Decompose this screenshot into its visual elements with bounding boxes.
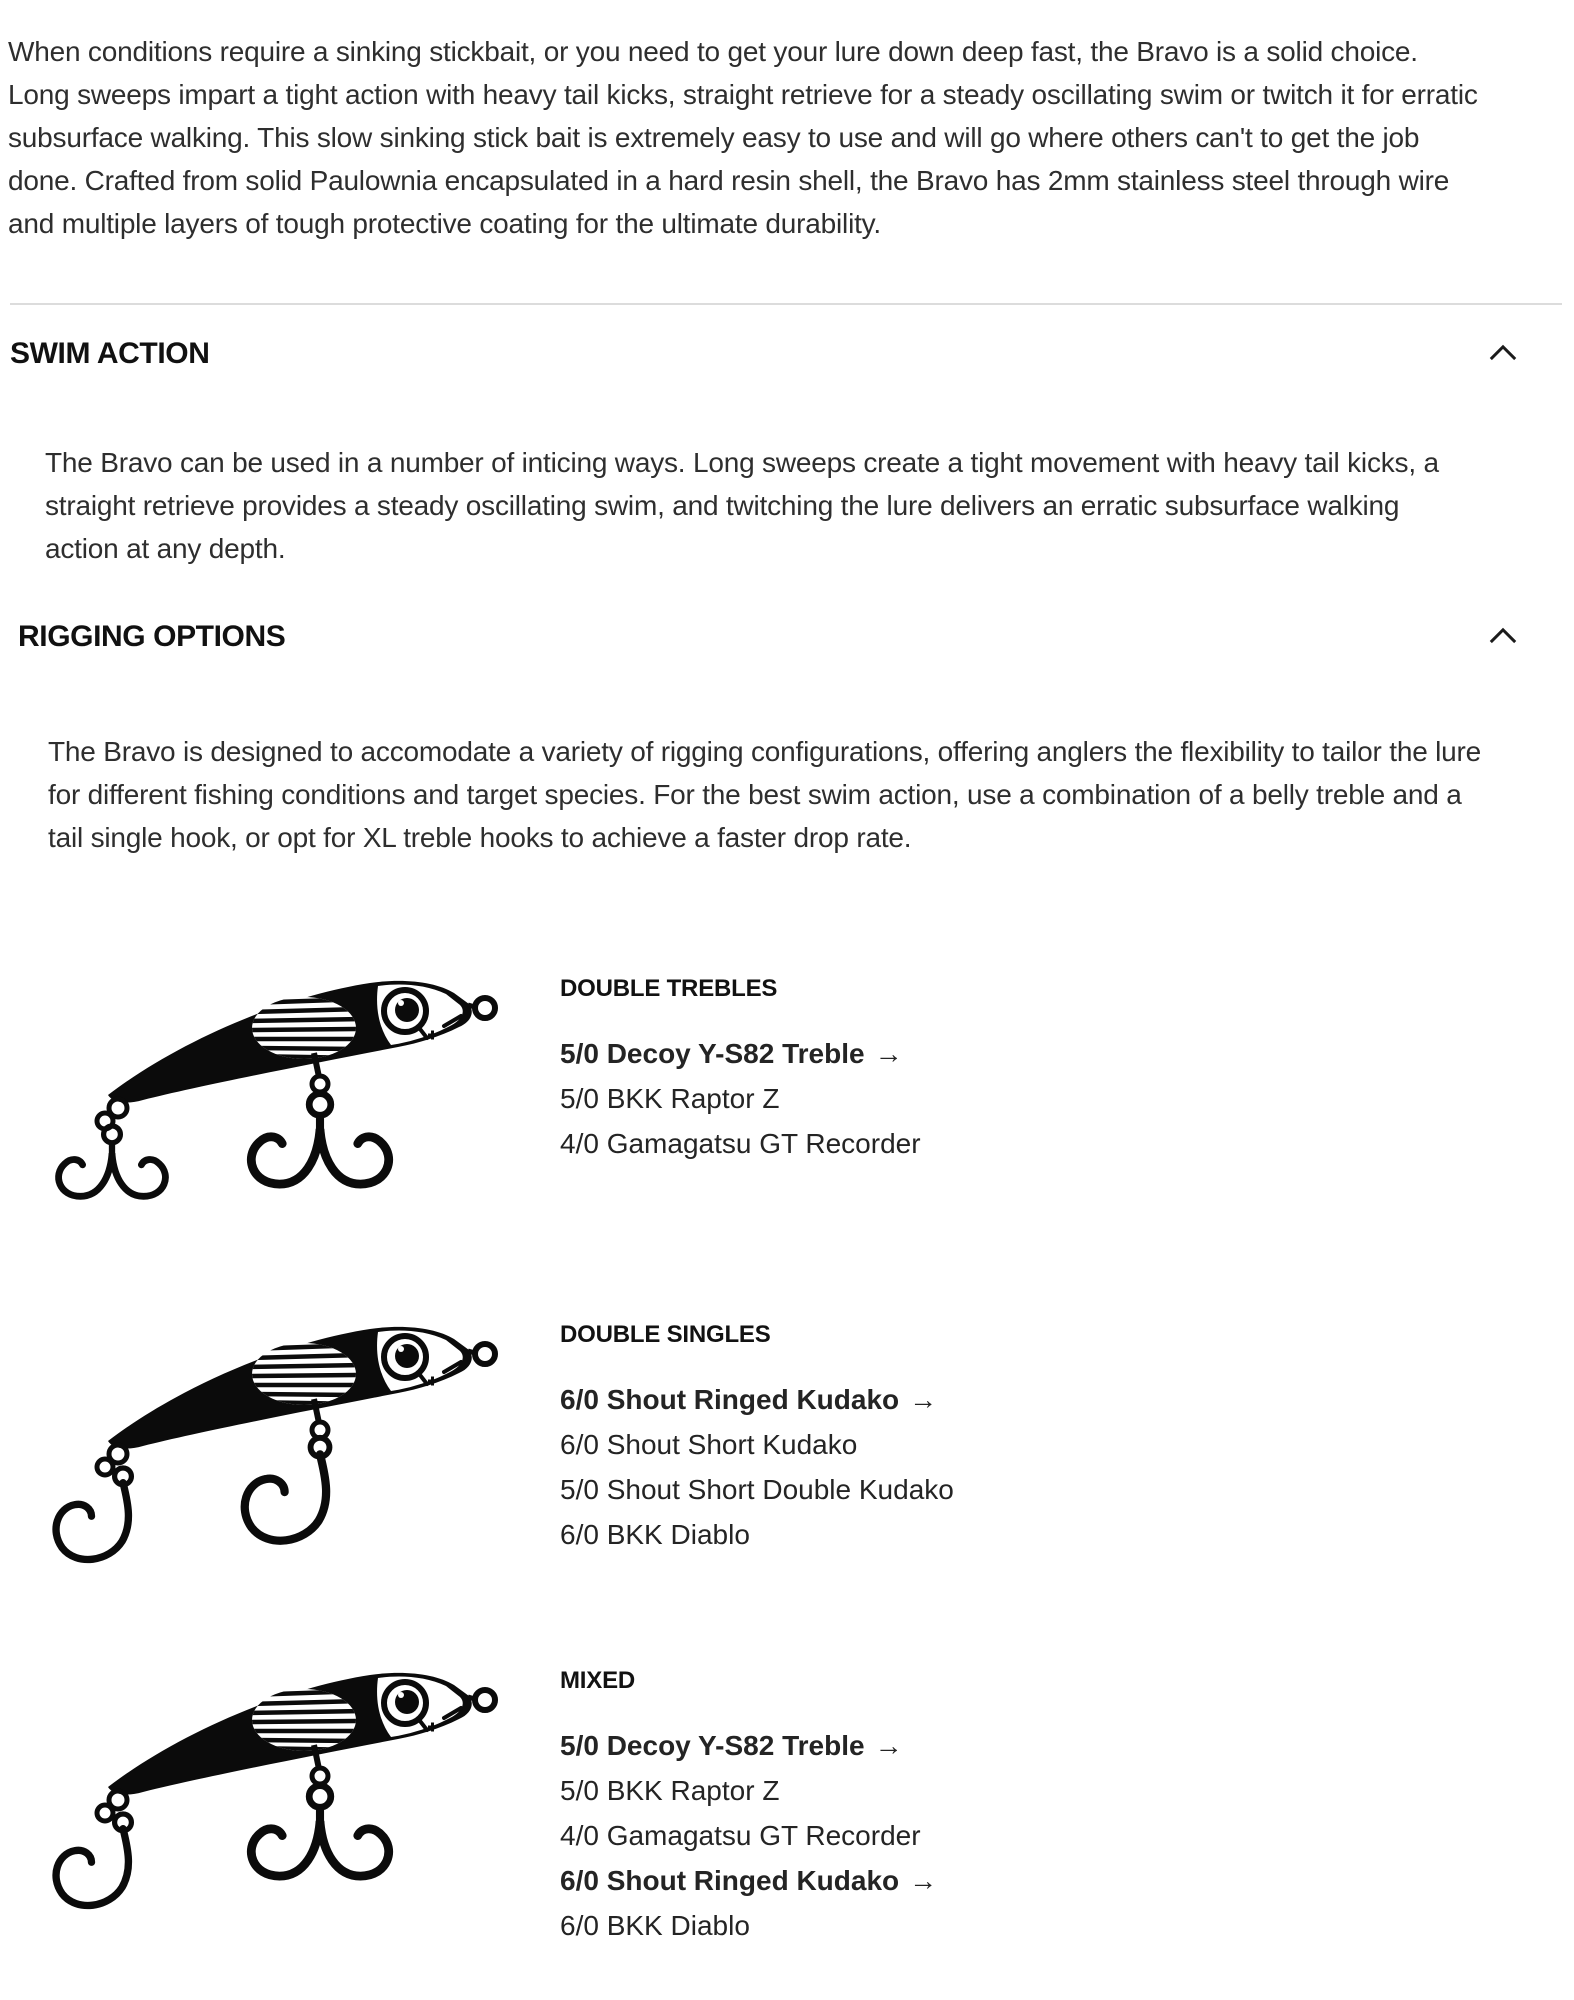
hook-link[interactable]: 6/0 Shout Ringed Kudako → xyxy=(560,1384,938,1415)
chevron-up-icon[interactable] xyxy=(1488,343,1518,362)
rigging-options-title: RIGGING OPTIONS xyxy=(18,620,286,653)
hook-list xyxy=(560,1723,937,1948)
chevron-up-icon[interactable] xyxy=(1488,626,1518,645)
hook-item: 4/0 Gamagatsu GT Recorder xyxy=(560,1820,921,1851)
swim-action-title: SWIM ACTION xyxy=(10,337,210,370)
option-title: MIXED xyxy=(560,1667,636,1694)
hook-item: 6/0 BKK Diablo xyxy=(560,1910,750,1941)
hook-link[interactable]: 5/0 Decoy Y-S82 Treble → xyxy=(560,1730,903,1761)
section-divider xyxy=(10,303,1562,305)
option-title: DOUBLE TREBLES xyxy=(560,975,778,1002)
rigging-options-accordion-header[interactable] xyxy=(8,620,1574,654)
swim-action-section xyxy=(8,337,1574,570)
hook-item: 5/0 BKK Raptor Z xyxy=(560,1083,780,1114)
lure-illustration-double-singles xyxy=(48,1271,518,1581)
arrow-right-icon: → xyxy=(874,1730,903,1761)
lure-illustration-mixed xyxy=(48,1617,518,1948)
option-details xyxy=(560,959,921,1235)
lure-illustration-double-trebles xyxy=(48,925,518,1235)
product-description: When conditions require a sinking stickbait, or you need to get your lure down deep fast, the Bravo is a solid choice. Long sweeps impart a tight action with heavy tail kicks, straight retrieve for a steady oscillating swim or twitch it for erratic subsurface walking. This slow sinking stick bait is extremely easy to use and will go where others can't to get the job done. Crafted from solid Paulownia encapsulated in a hard resin shell, the Bravo has 2mm stainless steel through wire and multiple layers of tough protective coating for the ultimate durability. xyxy=(8,36,1478,239)
hook-item: 4/0 Gamagatsu GT Recorder xyxy=(560,1128,921,1159)
arrow-right-icon: → xyxy=(874,1038,903,1069)
rigging-option-mixed xyxy=(48,1651,1574,1948)
stickbait-lure-image xyxy=(48,1271,518,1581)
rigging-options-text: The Bravo is designed to accomodate a variety of rigging configurations, offering anglers the flexibility to tailor the lure for different fishing conditions and target species. For the best swim action, use a combination of a belly treble and a tail single hook, or opt for XL treble hooks to achieve a faster drop rate. xyxy=(48,736,1482,853)
option-title: DOUBLE SINGLES xyxy=(560,1321,771,1348)
hook-list xyxy=(560,1031,921,1166)
arrow-right-icon: → xyxy=(909,1865,938,1896)
rigging-options-section xyxy=(8,620,1574,1948)
hook-list xyxy=(560,1377,954,1557)
rigging-option-double-singles xyxy=(48,1305,1574,1581)
option-details xyxy=(560,1651,937,1948)
stickbait-lure-image xyxy=(48,925,518,1235)
swim-action-accordion-header[interactable] xyxy=(8,337,1574,371)
hook-item: 6/0 Shout Short Kudako xyxy=(560,1429,858,1460)
hook-item: 5/0 BKK Raptor Z xyxy=(560,1775,780,1806)
hook-link[interactable]: 6/0 Shout Ringed Kudako → xyxy=(560,1865,938,1896)
hook-link[interactable]: 5/0 Decoy Y-S82 Treble → xyxy=(560,1038,903,1069)
stickbait-lure-image xyxy=(48,1617,518,1927)
arrow-right-icon: → xyxy=(909,1384,938,1415)
option-details xyxy=(560,1305,954,1581)
rigging-options-list xyxy=(8,959,1574,1948)
hook-item: 6/0 BKK Diablo xyxy=(560,1519,750,1550)
rigging-option-double-trebles xyxy=(48,959,1574,1235)
swim-action-text: The Bravo can be used in a number of inticing ways. Long sweeps create a tight movement with heavy tail kicks, a straight retrieve provides a steady oscillating swim, and twitching the lure delivers an erratic subsurface walking action at any depth. xyxy=(45,447,1439,564)
hook-item: 5/0 Shout Short Double Kudako xyxy=(560,1474,954,1505)
